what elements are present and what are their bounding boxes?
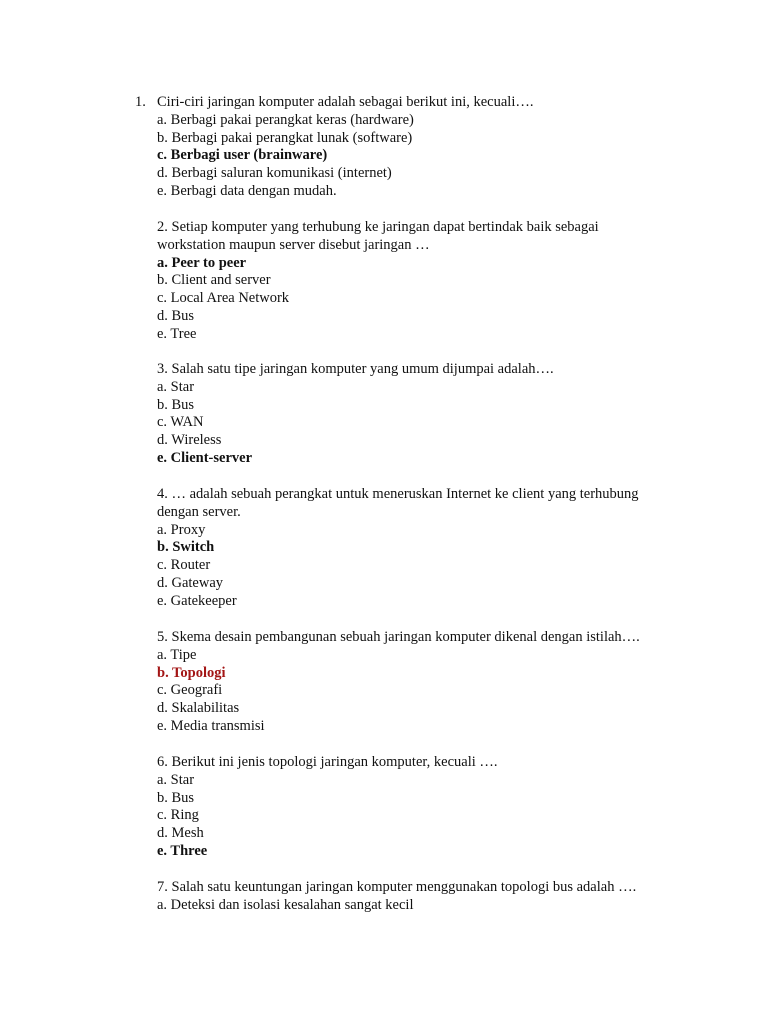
question-7	[157, 879, 677, 915]
question-6-text: 6. Berikut ini jenis topologi jaringan komputer, kecuali ….	[157, 754, 498, 770]
question-4	[157, 486, 677, 611]
question-1-option-c-answer: c. Berbagi user (brainware)	[157, 147, 328, 164]
question-1-option-d: d. Berbagi saluran komunikasi (internet)	[157, 165, 392, 182]
question-2	[157, 219, 677, 344]
question-7-text: 7. Salah satu keuntungan jaringan komputer menggunakan topologi bus adalah ….	[157, 879, 637, 895]
question-1-text: 1. Ciri-ciri jaringan komputer adalah sebagai berikut ini, kecuali….	[135, 94, 534, 110]
question-4-option-a: a. Proxy	[157, 521, 206, 538]
question-6-option-a: a. Star	[157, 771, 195, 788]
question-4-text-line-2: dengan server.	[157, 503, 241, 520]
question-4-option-e: e. Gatekeeper	[157, 592, 237, 609]
question-6-option-d: d. Mesh	[157, 825, 204, 842]
question-1-option-a: a. Berbagi pakai perangkat keras (hardware)	[157, 111, 414, 128]
question-1-number: 1.	[135, 94, 146, 110]
question-3-option-c: c. WAN	[157, 414, 204, 431]
question-5-option-d: d. Skalabilitas	[157, 700, 240, 717]
question-5	[157, 629, 677, 736]
question-2-text-line-2: workstation maupun server disebut jaringan …	[157, 236, 430, 253]
question-6-option-c: c. Ring	[157, 807, 199, 824]
question-5-text: 5. Skema desain pembangunan sebuah jaringan komputer dikenal dengan istilah….	[157, 629, 640, 645]
question-3-option-b: b. Bus	[157, 396, 195, 413]
question-5-option-c: c. Geografi	[157, 682, 223, 699]
question-1	[135, 94, 677, 201]
question-3-option-e-answer: e. Client-server	[157, 449, 253, 466]
question-3-option-a: a. Star	[157, 378, 195, 395]
question-2-text-line-1: 2. Setiap komputer yang terhubung ke jaringan dapat bertindak baik sebagai	[157, 219, 599, 235]
question-2-option-e: e. Tree	[157, 325, 197, 342]
question-5-option-b-answer: b. Topologi	[157, 664, 226, 681]
question-4-option-d: d. Gateway	[157, 574, 224, 591]
question-2-option-d: d. Bus	[157, 307, 195, 324]
question-1-option-e: e. Berbagi data dengan mudah.	[157, 182, 337, 199]
question-4-text-line-1: 4. … adalah sebuah perangkat untuk meneruskan Internet ke client yang terhubung	[157, 486, 639, 502]
question-1-option-b: b. Berbagi pakai perangkat lunak (software)	[157, 129, 413, 146]
question-3-text: 3. Salah satu tipe jaringan komputer yang umum dijumpai adalah….	[157, 361, 554, 377]
question-2-option-a-answer: a. Peer to peer	[157, 254, 247, 271]
question-3-option-d: d. Wireless	[157, 432, 222, 449]
question-6	[157, 754, 677, 861]
question-2-option-c: c. Local Area Network	[157, 290, 290, 307]
question-3	[157, 361, 677, 468]
question-4-option-c: c. Router	[157, 557, 211, 574]
question-6-option-b: b. Bus	[157, 789, 195, 806]
question-2-option-b: b. Client and server	[157, 272, 271, 289]
question-7-option-a: a. Deteksi dan isolasi kesalahan sangat kecil	[157, 896, 414, 913]
question-6-option-e-answer: e. Three	[157, 842, 208, 859]
question-4-option-b-answer: b. Switch	[157, 539, 215, 556]
question-5-option-e: e. Media transmisi	[157, 717, 265, 734]
question-5-option-a: a. Tipe	[157, 646, 197, 663]
